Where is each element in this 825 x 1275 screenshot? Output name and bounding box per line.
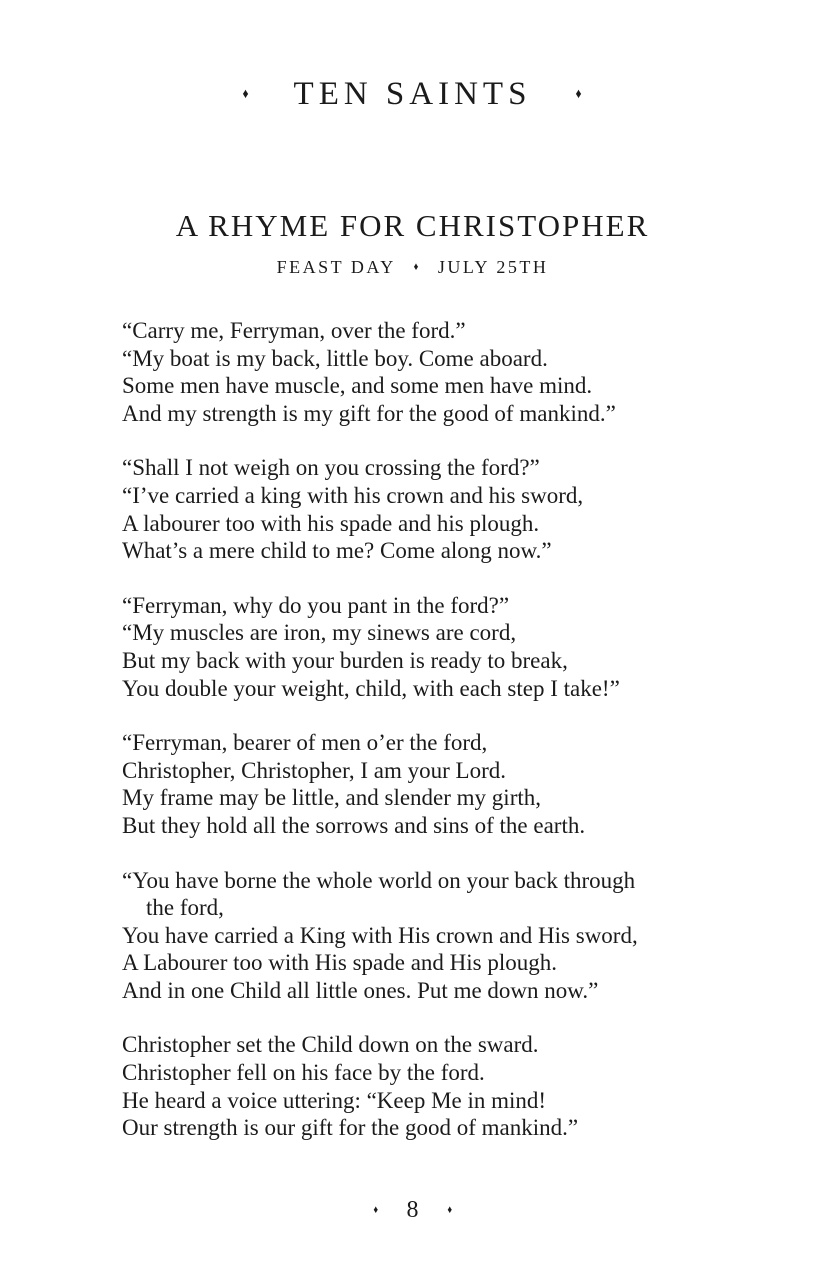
poem-line: What’s a mere child to me? Come along now.” bbox=[122, 538, 552, 564]
stanza-4 bbox=[122, 729, 722, 839]
poem-body bbox=[122, 317, 722, 1142]
poem-line: You double your weight, child, with each step I take!” bbox=[122, 675, 620, 701]
stanza-2 bbox=[122, 454, 722, 564]
feast-day-line bbox=[0, 257, 825, 278]
poem-line: “Carry me, Ferryman, over the ford.” bbox=[122, 318, 466, 343]
poem-line: Christopher set the Child down on the sward. bbox=[122, 1032, 539, 1058]
poem-line: Our strength is our gift for the good of mankind.” bbox=[122, 1115, 579, 1141]
poem-line: A Labourer too with His spade and His plough. bbox=[122, 950, 558, 976]
book-title: TEN SAINTS bbox=[293, 76, 532, 112]
poem-line: Christopher fell on his face by the ford. bbox=[122, 1060, 485, 1086]
poem-line-wrapped: the ford, bbox=[146, 895, 224, 921]
diamond-separator-icon: ♦ bbox=[413, 261, 421, 273]
poem-line: “I’ve carried a king with his crown and his sword, bbox=[122, 482, 584, 508]
poem-line: “Shall I not weigh on you crossing the ford?” bbox=[122, 455, 540, 481]
diamond-ornament-left-icon: ♦ bbox=[242, 86, 249, 102]
poem-line: “You have borne the whole world on your back through bbox=[122, 867, 636, 893]
poem-line: And my strength is my gift for the good of mankind.” bbox=[122, 400, 616, 426]
feast-day-date: JULY 25TH bbox=[437, 257, 549, 277]
stanza-3 bbox=[122, 592, 722, 702]
poem-line: “My boat is my back, little boy. Come aboard. bbox=[122, 345, 548, 371]
poem-line: But my back with your burden is ready to break, bbox=[122, 647, 568, 673]
poem-line: He heard a voice uttering: “Keep Me in mind! bbox=[122, 1087, 547, 1113]
stanza-1 bbox=[122, 317, 722, 427]
poem-line: And in one Child all little ones. Put me down now.” bbox=[122, 977, 599, 1003]
poem-line: “Ferryman, why do you pant in the ford?” bbox=[122, 592, 510, 618]
feast-day-label: FEAST DAY bbox=[276, 257, 396, 277]
poem-line: A labourer too with his spade and his plough. bbox=[122, 510, 540, 536]
poem-line: But they hold all the sorrows and sins of the earth. bbox=[122, 812, 586, 838]
running-header bbox=[0, 76, 825, 113]
poem-line: “My muscles are iron, my sinews are cord, bbox=[122, 620, 517, 646]
diamond-ornament-footer-right-icon: ♦ bbox=[446, 1203, 452, 1216]
page-footer bbox=[0, 1198, 825, 1222]
poem-line: “Ferryman, bearer of men o’er the ford, bbox=[122, 730, 488, 756]
poem-line: You have carried a King with His crown and His sword, bbox=[122, 922, 638, 948]
poem-line: My frame may be little, and slender my girth, bbox=[122, 785, 541, 811]
diamond-ornament-right-icon: ♦ bbox=[575, 86, 583, 102]
stanza-6 bbox=[122, 1031, 722, 1141]
chapter-title: A RHYME FOR CHRISTOPHER bbox=[175, 208, 650, 243]
diamond-ornament-footer-left-icon: ♦ bbox=[373, 1203, 379, 1216]
chapter-heading bbox=[0, 208, 825, 278]
poem-line: Some men have muscle, and some men have mind. bbox=[122, 373, 593, 399]
poem-line: Christopher, Christopher, I am your Lord. bbox=[122, 757, 506, 783]
page-number: 8 bbox=[406, 1197, 419, 1223]
stanza-5 bbox=[122, 867, 722, 1005]
